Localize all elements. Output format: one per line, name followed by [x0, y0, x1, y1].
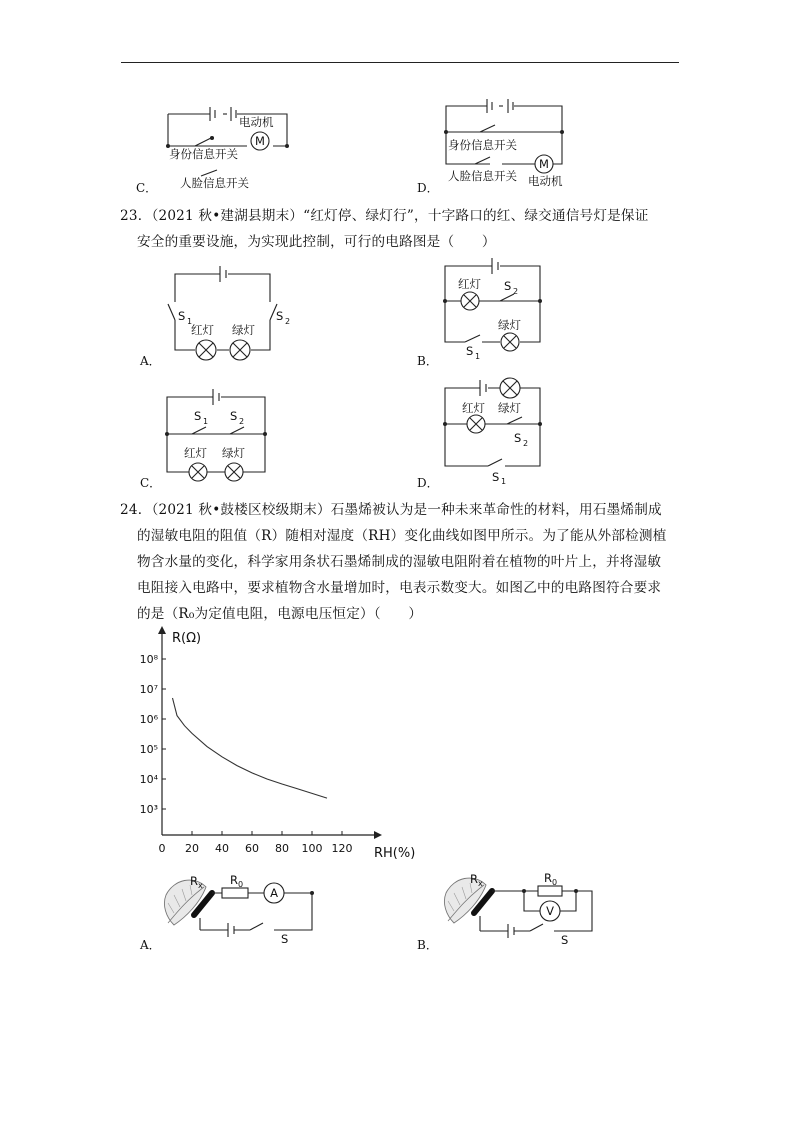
x-tick-label: 100	[301, 842, 323, 855]
red-lamp-label: 红灯	[458, 277, 481, 291]
top-rule	[121, 62, 679, 63]
q24-line-3: 物含水量的变化，科学家用条状石墨烯制成的湿敏电阻附着在植物的叶片上，并将湿敏	[137, 554, 662, 570]
switch-s1-label: S	[178, 309, 186, 323]
motor-symbol: M	[539, 157, 549, 171]
ammeter-symbol: A	[270, 886, 278, 900]
green-lamp-label: 绿灯	[232, 323, 255, 337]
option-label-c: C．	[136, 181, 158, 195]
q24-line-2: 的湿敏电阻的阻值（R）随相对湿度（RH）变化曲线如图甲所示。为了能从外部检测植	[137, 528, 667, 544]
q23-line-1: 23．（2021 秋•建湖县期末）“红灯停、绿灯行”，十字路口的红、绿交通信号灯是保证	[120, 208, 649, 224]
q22-circuit-d	[440, 96, 580, 196]
x-tick-label: 80	[275, 842, 289, 855]
switch-s1-label: S	[466, 344, 474, 358]
x-tick-label: 40	[215, 842, 229, 855]
rx-sub: x	[478, 879, 483, 888]
q24-line-4: 电阻接入电路中，要求植物含水量增加时，电表示数变大。如图乙中的电路图符合要求	[137, 580, 662, 596]
y-tick-label: 10⁶	[140, 713, 158, 726]
y-tick-label: 10⁸	[140, 653, 158, 666]
green-lamp-label: 绿灯	[222, 446, 245, 460]
q23-circuit-a	[160, 262, 300, 367]
switch-s2-label: S	[276, 309, 284, 323]
x-tick-label: 0	[158, 842, 166, 855]
green-lamp-label: 绿灯	[498, 401, 521, 415]
y-tick-label: 10⁴	[140, 773, 158, 786]
switch-s2-sub: 2	[513, 287, 519, 296]
y-tick-label: 10⁷	[140, 683, 158, 696]
switch-label: S	[561, 933, 569, 945]
red-lamp-label: 红灯	[462, 401, 485, 415]
switch-s1-sub: 1	[501, 477, 507, 484]
switch-s2-label: S	[230, 409, 238, 423]
x-tick-label: 120	[331, 842, 353, 855]
q23-circuit-c	[160, 384, 275, 484]
green-lamp-label: 绿灯	[498, 318, 521, 332]
rh-resistance-chart	[140, 620, 430, 865]
red-lamp-label: 红灯	[191, 323, 214, 337]
y-axis-arrow	[158, 626, 166, 634]
rx-label: R	[190, 874, 198, 888]
face-switch-label: 人脸信息开关	[448, 169, 517, 183]
r0-sub: 0	[238, 880, 244, 889]
voltmeter-symbol: V	[546, 904, 554, 918]
r0-label: R	[230, 873, 238, 887]
q23-circuit-b	[440, 256, 550, 366]
q23-circuit-d	[440, 376, 550, 484]
face-switch-label: 人脸信息开关	[180, 176, 249, 190]
id-switch-label: 身份信息开关	[169, 147, 238, 161]
switch-s2-label: S	[514, 431, 522, 445]
switch-label: S	[281, 932, 289, 945]
option-label-d: D．	[417, 181, 439, 195]
q24-circuit-a	[160, 873, 320, 945]
motor-symbol: M	[255, 134, 265, 148]
x-axis-arrow	[374, 831, 382, 839]
resistance-curve	[173, 698, 328, 798]
motor-label: 电动机	[239, 115, 274, 129]
option-label-b: B．	[417, 938, 438, 952]
x-tick-label: 20	[185, 842, 199, 855]
option-label-d: D．	[417, 476, 439, 490]
q22-circuit-c	[135, 96, 305, 192]
y-tick-label: 10³	[140, 803, 158, 816]
switch-s1-label: S	[194, 409, 202, 423]
q24-line-5: 的是（R₀为定值电阻，电源电压恒定）（ ）	[137, 606, 423, 622]
motor-label: 电动机	[528, 174, 563, 188]
option-label-a: A．	[140, 354, 161, 368]
r0-label: R	[544, 871, 552, 885]
switch-s1-sub: 1	[475, 352, 481, 361]
switch-s2-sub: 2	[239, 417, 245, 426]
rx-label: R	[470, 872, 478, 886]
option-label-a: A．	[140, 938, 161, 952]
x-axis-label: RH(%)	[374, 846, 416, 861]
q23-line-2: 安全的重要设施，为实现此控制，可行的电路图是（ ）	[137, 234, 496, 250]
switch-s2-label: S	[504, 279, 512, 293]
r0-sub: 0	[552, 878, 558, 887]
q24-circuit-b	[440, 871, 600, 945]
y-axis-label: R(Ω)	[172, 631, 202, 646]
switch-s2-sub: 2	[523, 439, 529, 448]
switch-s1-label: S	[492, 470, 500, 484]
option-label-c: C．	[140, 476, 162, 490]
option-label-b: B．	[417, 354, 438, 368]
x-tick-label: 60	[245, 842, 259, 855]
id-switch-label: 身份信息开关	[448, 138, 517, 152]
switch-s1-sub: 1	[187, 317, 193, 326]
y-tick-label: 10⁵	[140, 743, 158, 756]
switch-s1-sub: 1	[203, 417, 209, 426]
q24-line-1: 24．（2021 秋•鼓楼区校级期末）石墨烯被认为是一种未来革命性的材料，用石墨烯制成	[120, 502, 662, 518]
red-lamp-label: 红灯	[184, 446, 207, 460]
rx-sub: x	[198, 881, 203, 890]
switch-s2-sub: 2	[285, 317, 291, 326]
